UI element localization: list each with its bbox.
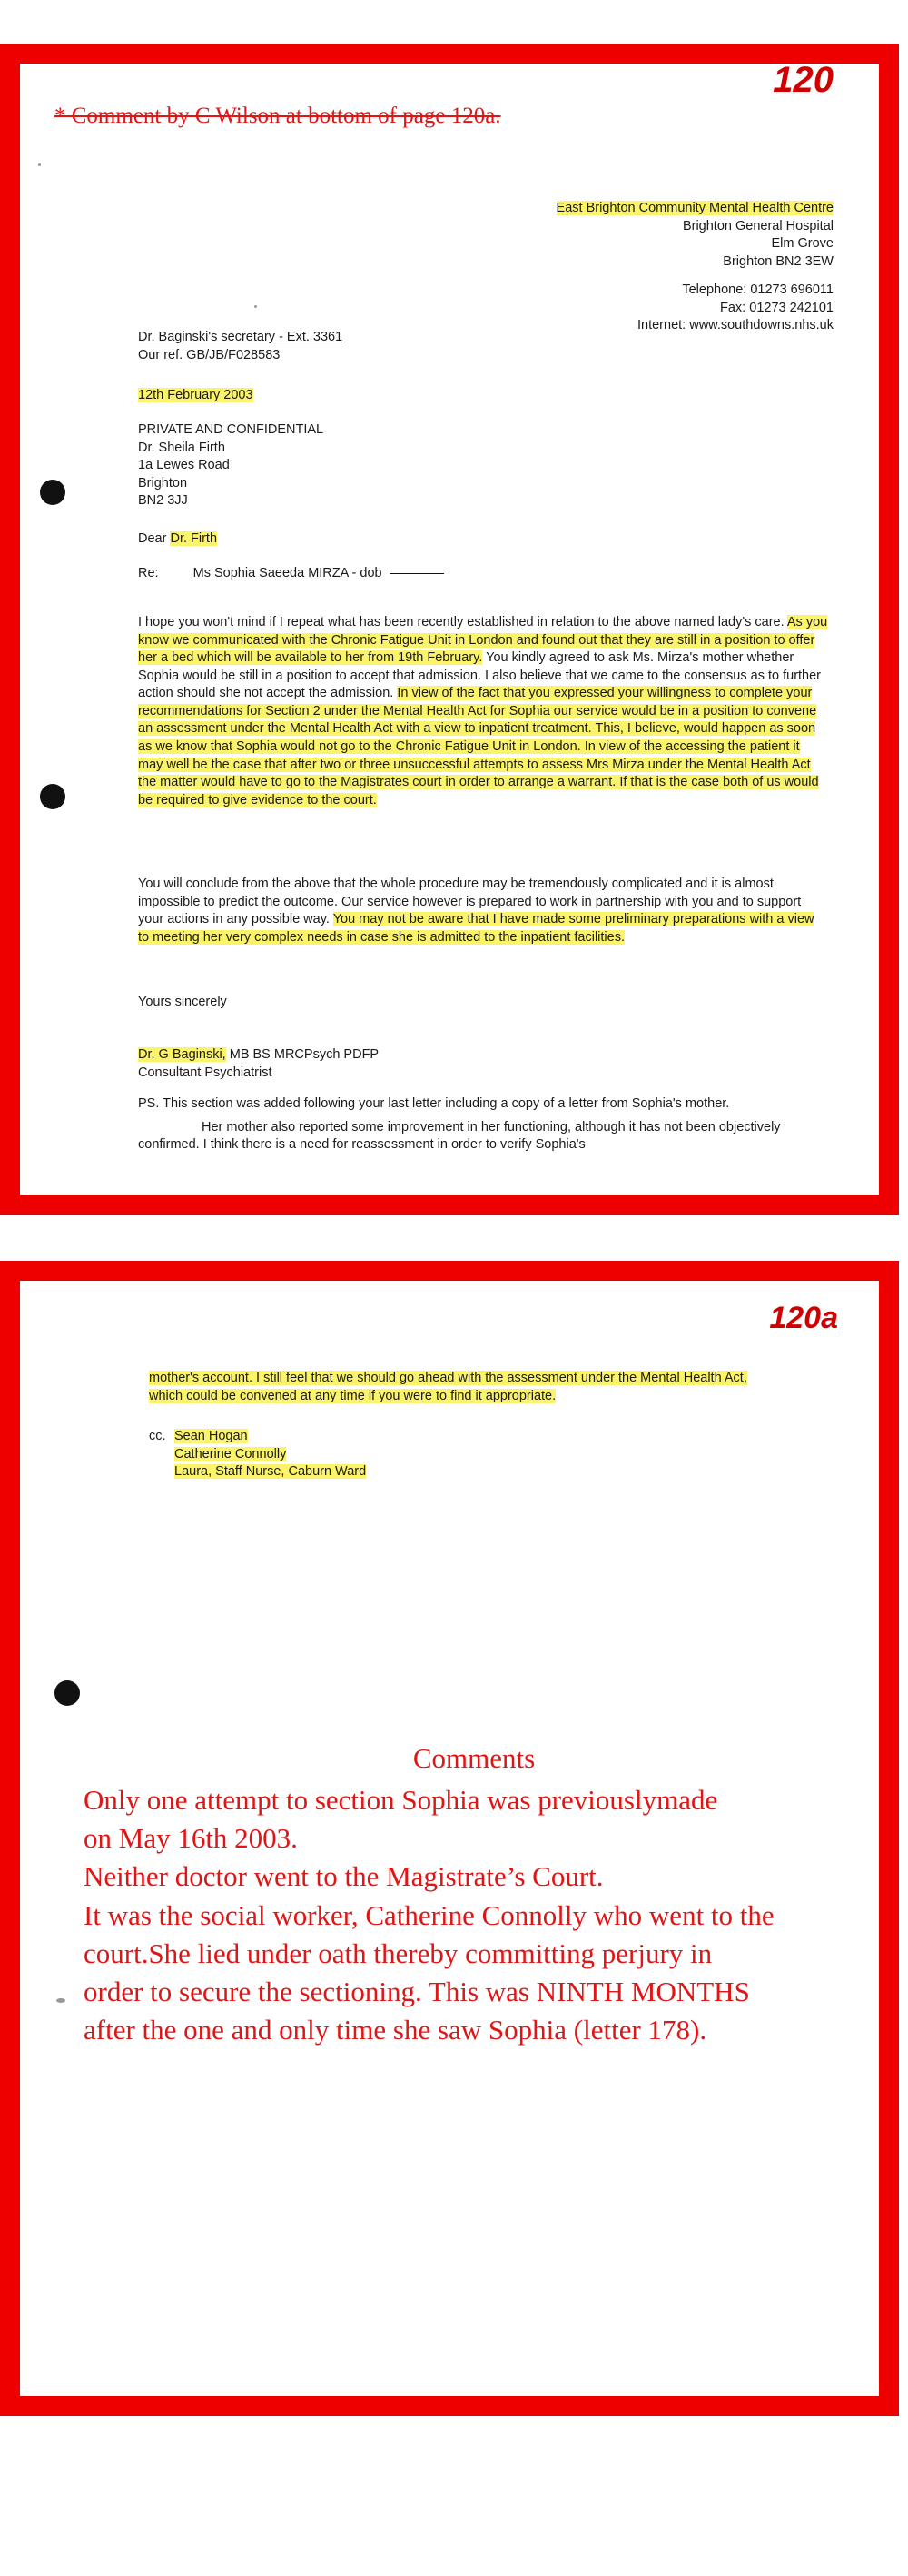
our-ref: Our ref. GB/JB/F028583 (138, 347, 281, 362)
confidential-line: PRIVATE AND CONFIDENTIAL (138, 422, 324, 437)
cc-item: Catherine Connolly (174, 1446, 287, 1461)
sender-hospital: Brighton General Hospital (682, 218, 834, 233)
cc-block (149, 1428, 367, 1480)
para1-sentence-3: You kindly agreed to ask Ms. Mirza's mother whether Sophia would be still in a position to accept that admission. I also believe that we came to the consensus as to further action should she not accept the admission. (138, 650, 822, 701)
sender-centre: East Brighton Community Mental Health Centre (556, 201, 834, 215)
sender-contact (637, 282, 834, 335)
salutation (138, 530, 217, 549)
continuation-sentence: mother's account. I still feel that we should go ahead with the assessment under the Mental Health Act, which could be convened at any time if you were to find it appropriate. (149, 1371, 747, 1403)
postscript-2: Her mother also reported some improvement in her functioning, although it has not been objectively confirmed. I think there is a need for reassessment in order to verify Sophia's (138, 1119, 781, 1153)
recipient-name: Dr. Sheila Firth (138, 440, 225, 455)
letter-page-120-body (20, 60, 879, 1195)
punch-hole (40, 784, 65, 809)
para1-sentence-2: As you know we communicated with the Chronic Fatigue Unit in London and found out that they are still in a position to offer her a bed which will be available to her from 19th February. (138, 615, 828, 666)
signatory-title: Consultant Psychiatrist (138, 1065, 272, 1080)
telephone-label: Telephone: (682, 282, 747, 297)
continuation-text (149, 1370, 775, 1405)
reference-block (138, 329, 342, 364)
sender-street: Elm Grove (771, 236, 834, 252)
telephone: 01273 696011 (750, 282, 834, 297)
paragraph-2 (138, 876, 828, 946)
para2-sentence-2: You may not be aware that I have made some preliminary preparations with a view to meeting her very complex needs in case she is admitted to the inpatient facilities. (138, 912, 814, 945)
comment-note (54, 104, 501, 129)
recipient-address (138, 421, 323, 510)
paragraph-1 (138, 614, 828, 809)
scan-speck (38, 163, 41, 166)
salutation-name: Dr. Firth (170, 531, 218, 546)
comments-line: after the one and only time she saw Sophia (letter 178). (84, 2014, 707, 2046)
comments-section (84, 1739, 864, 2049)
sender-address (557, 200, 834, 271)
fax: 01273 242101 (749, 300, 834, 315)
comments-line: Neither doctor went to the Magistrate’s Court. (84, 1860, 604, 1893)
signatory-quals: MB BS MRCPsych PDFP (229, 1047, 380, 1062)
salutation-prefix: Dear (138, 531, 167, 546)
letter-page-120 (0, 44, 899, 1215)
re-subject: Ms Sophia Saeeda MIRZA - dob (192, 566, 382, 580)
internet: www.southdowns.nhs.uk (689, 318, 834, 333)
para1-sentence-1: I hope you won't mind if I repeat what has been recently established in relation to the above named lady's care. (138, 615, 785, 629)
punch-hole (40, 480, 65, 505)
comments-line: court.She lied under oath thereby committing perjury in (84, 1937, 713, 1969)
letter-date (138, 387, 253, 405)
comments-line: order to secure the sectioning. This was NINTH MONTHS (84, 1975, 750, 2007)
sender-town: Brighton BN2 3EW (723, 253, 834, 269)
comments-line: Only one attempt to section Sophia was previouslymade (84, 1784, 718, 1817)
re-line (138, 565, 444, 583)
closing: Yours sincerely (138, 995, 227, 1009)
letter-page-120a-body (20, 1281, 879, 2396)
punch-hole (54, 1680, 80, 1706)
scan-speck (56, 1998, 65, 2003)
comments-line: It was the social worker, Catherine Connolly who went to the (84, 1898, 775, 1931)
recipient-town: Brighton (138, 475, 188, 490)
re-label: Re: (138, 566, 159, 580)
page-number: 120 (773, 60, 834, 100)
comments-title: Comments (412, 1742, 536, 1774)
signatory-block (138, 1046, 379, 1082)
comments-line: on May 16th 2003. (84, 1822, 298, 1855)
dob-redaction-line (390, 573, 444, 574)
secretary-line: Dr. Baginski's secretary - Ext. 3361 (138, 330, 343, 344)
postscript (138, 1095, 828, 1154)
postscript-1: PS. This section was added following your last letter including a copy of a letter from Sophia's mother. (138, 1096, 730, 1111)
cc-list (174, 1428, 366, 1481)
scan-speck (254, 305, 257, 308)
cc-label: cc. (149, 1429, 166, 1443)
para1-sentence-4: In view of the fact that you expressed your willingness to complete your recommendations for Section 2 under the Mental Health Act for Sophia our service would be in a position to convene an assessment under the Mental Health Act with a view to inpatient treatment. This, I believe, would happen as soon as we know that Sophia would not go to the Chronic Fatigue Unit in London. In view of the accessing the patient it may well be the case that after two or three unsuccessful attempts to assess Mrs Mirza under the Mental Health Act the matter would have to go to the Magistrates court in order to arrange a warrant. If that is the case both of us would be required to give evidence to the court. (138, 686, 819, 807)
signatory-name: Dr. G Baginski, (138, 1047, 226, 1062)
page-number-120a: 120a (769, 1301, 838, 1335)
letter-page-120a (0, 1261, 899, 2416)
cc-item: Laura, Staff Nurse, Caburn Ward (174, 1464, 367, 1480)
recipient-street: 1a Lewes Road (138, 458, 230, 473)
fax-label: Fax: (720, 300, 746, 315)
cc-item: Sean Hogan (174, 1429, 248, 1443)
date-text: 12th February 2003 (138, 388, 253, 402)
para2-sentence-1: You will conclude from the above that the whole procedure may be tremendously complicated and it is almost impossible to predict the outcome. Our service however is prepared to work in partnership with you and to support your actions in any possible way. (138, 877, 802, 927)
internet-label: Internet: (637, 318, 686, 333)
comment-note-text: * Comment by C Wilson at bottom of page 120a. (54, 104, 501, 128)
recipient-postcode: BN2 3JJ (138, 493, 188, 509)
